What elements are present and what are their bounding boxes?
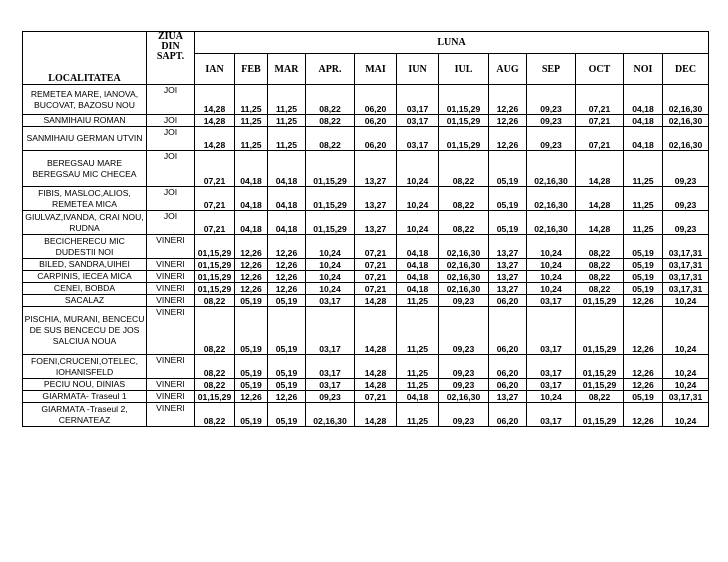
collection-days-cell: 06,20	[489, 307, 527, 355]
collection-days-cell: 10,24	[663, 379, 709, 391]
collection-days-cell: 11,25	[397, 379, 439, 391]
collection-days-cell: 11,25	[235, 127, 268, 151]
month-header: OCT	[576, 54, 624, 85]
locality-cell: FIBIS, MASLOC,ALIOS, REMETEA MICA	[23, 187, 147, 211]
collection-days-cell: 05,19	[624, 391, 663, 403]
collection-days-cell: 12,26	[489, 115, 527, 127]
collection-days-cell: 05,19	[235, 307, 268, 355]
collection-days-cell: 08,22	[439, 151, 489, 187]
collection-days-cell: 10,24	[306, 271, 355, 283]
collection-days-cell: 01,15,29	[306, 211, 355, 235]
table-row	[23, 307, 709, 355]
month-header: NOI	[624, 54, 663, 85]
collection-days-cell: 02,16,30	[439, 259, 489, 271]
collection-days-cell: 01,15,29	[576, 295, 624, 307]
month-header: IUL	[439, 54, 489, 85]
collection-days-cell: 01,15,29	[439, 127, 489, 151]
collection-days-cell: 02,16,30	[439, 391, 489, 403]
collection-days-cell: 01,15,29	[576, 403, 624, 427]
collection-days-cell: 03,17	[306, 295, 355, 307]
collection-days-cell: 01,15,29	[195, 391, 235, 403]
collection-days-cell: 05,19	[624, 259, 663, 271]
table-row	[23, 127, 709, 151]
table-row	[23, 259, 709, 271]
collection-days-cell: 07,21	[355, 235, 397, 259]
header-localitatea: LOCALITATEA	[23, 32, 147, 85]
collection-days-cell: 10,24	[397, 187, 439, 211]
collection-days-cell: 11,25	[397, 403, 439, 427]
collection-days-cell: 10,24	[527, 259, 576, 271]
collection-days-cell: 01,15,29	[576, 355, 624, 379]
collection-days-cell: 09,23	[439, 307, 489, 355]
collection-days-cell: 10,24	[527, 391, 576, 403]
collection-days-cell: 10,24	[306, 259, 355, 271]
collection-days-cell: 12,26	[268, 259, 306, 271]
collection-days-cell: 12,26	[235, 259, 268, 271]
weekday-cell: VINERI	[147, 295, 195, 307]
collection-days-cell: 03,17,31	[663, 235, 709, 259]
month-header: FEB	[235, 54, 268, 85]
collection-days-cell: 06,20	[489, 355, 527, 379]
collection-days-cell: 08,22	[439, 211, 489, 235]
collection-days-cell: 14,28	[355, 379, 397, 391]
collection-days-cell: 04,18	[624, 127, 663, 151]
collection-days-cell: 01,15,29	[439, 115, 489, 127]
collection-days-cell: 11,25	[268, 115, 306, 127]
collection-days-cell: 12,26	[235, 283, 268, 295]
collection-days-cell: 11,25	[397, 355, 439, 379]
collection-days-cell: 12,26	[624, 355, 663, 379]
collection-days-cell: 12,26	[624, 379, 663, 391]
collection-days-cell: 03,17	[306, 379, 355, 391]
collection-days-cell: 13,27	[489, 259, 527, 271]
collection-days-cell: 10,24	[397, 151, 439, 187]
collection-days-cell: 08,22	[306, 127, 355, 151]
collection-days-cell: 02,16,30	[306, 403, 355, 427]
collection-days-cell: 09,23	[439, 355, 489, 379]
collection-days-cell: 04,18	[235, 151, 268, 187]
collection-days-cell: 04,18	[235, 187, 268, 211]
collection-days-cell: 05,19	[489, 187, 527, 211]
collection-days-cell: 08,22	[576, 271, 624, 283]
table-row	[23, 271, 709, 283]
collection-days-cell: 04,18	[397, 235, 439, 259]
weekday-cell: VINERI	[147, 307, 195, 355]
collection-days-cell: 03,17,31	[663, 391, 709, 403]
collection-days-cell: 12,26	[268, 283, 306, 295]
collection-days-cell: 04,18	[268, 211, 306, 235]
collection-days-cell: 11,25	[235, 85, 268, 115]
collection-days-cell: 09,23	[527, 85, 576, 115]
locality-cell: CENEI, BOBDA	[23, 283, 147, 295]
month-header: DEC	[663, 54, 709, 85]
collection-days-cell: 08,22	[306, 85, 355, 115]
collection-days-cell: 10,24	[397, 211, 439, 235]
collection-days-cell: 04,18	[397, 391, 439, 403]
locality-cell: CARPINIS, IECEA MICA	[23, 271, 147, 283]
collection-days-cell: 07,21	[355, 259, 397, 271]
table-row	[23, 403, 709, 427]
collection-days-cell: 09,23	[663, 151, 709, 187]
weekday-cell: VINERI	[147, 283, 195, 295]
collection-days-cell: 14,28	[195, 85, 235, 115]
collection-days-cell: 13,27	[355, 211, 397, 235]
collection-days-cell: 12,26	[268, 235, 306, 259]
collection-days-cell: 12,26	[268, 271, 306, 283]
collection-days-cell: 03,17	[397, 127, 439, 151]
collection-days-cell: 12,26	[624, 307, 663, 355]
collection-days-cell: 06,20	[489, 379, 527, 391]
locality-cell: GIARMATA -Traseul 2, CERNATEAZ	[23, 403, 147, 427]
collection-days-cell: 07,21	[195, 187, 235, 211]
table-row	[23, 355, 709, 379]
collection-days-cell: 13,27	[489, 271, 527, 283]
collection-days-cell: 14,28	[195, 115, 235, 127]
collection-days-cell: 02,16,30	[439, 283, 489, 295]
table-row	[23, 235, 709, 259]
weekday-cell: VINERI	[147, 391, 195, 403]
month-header: APR.	[306, 54, 355, 85]
collection-days-cell: 08,22	[576, 235, 624, 259]
table-row	[23, 211, 709, 235]
collection-days-cell: 12,26	[489, 127, 527, 151]
locality-cell: SANMIHAIU GERMAN UTVIN	[23, 127, 147, 151]
collection-days-cell: 10,24	[527, 283, 576, 295]
table-row	[23, 379, 709, 391]
locality-cell: GIULVAZ,IVANDA, CRAI NOU, RUDNA	[23, 211, 147, 235]
table-row	[23, 391, 709, 403]
collection-days-cell: 08,22	[195, 295, 235, 307]
collection-days-cell: 02,16,30	[663, 85, 709, 115]
collection-days-cell: 07,21	[195, 211, 235, 235]
header-row	[23, 32, 709, 54]
collection-days-cell: 12,26	[624, 403, 663, 427]
collection-days-cell: 09,23	[439, 379, 489, 391]
collection-days-cell: 03,17	[397, 115, 439, 127]
locality-cell: BEREGSAU MARE BEREGSAU MIC CHECEA	[23, 151, 147, 187]
collection-days-cell: 05,19	[624, 283, 663, 295]
collection-days-cell: 03,17	[527, 403, 576, 427]
collection-days-cell: 10,24	[306, 235, 355, 259]
collection-days-cell: 03,17,31	[663, 283, 709, 295]
collection-days-cell: 04,18	[235, 211, 268, 235]
collection-days-cell: 01,15,29	[195, 271, 235, 283]
collection-days-cell: 07,21	[355, 271, 397, 283]
collection-days-cell: 02,16,30	[663, 115, 709, 127]
collection-days-cell: 06,20	[355, 127, 397, 151]
locality-cell: SANMIHAIU ROMAN	[23, 115, 147, 127]
collection-days-cell: 08,22	[576, 283, 624, 295]
collection-days-cell: 10,24	[663, 355, 709, 379]
collection-days-cell: 05,19	[268, 295, 306, 307]
table-row	[23, 151, 709, 187]
collection-days-cell: 01,15,29	[195, 235, 235, 259]
collection-days-cell: 08,22	[439, 187, 489, 211]
weekday-cell: JOI	[147, 211, 195, 235]
collection-days-cell: 05,19	[489, 151, 527, 187]
collection-days-cell: 04,18	[397, 259, 439, 271]
collection-days-cell: 03,17	[527, 379, 576, 391]
collection-days-cell: 10,24	[527, 271, 576, 283]
collection-days-cell: 03,17	[527, 295, 576, 307]
collection-days-cell: 05,19	[268, 403, 306, 427]
weekday-cell: JOI	[147, 127, 195, 151]
collection-days-cell: 03,17	[306, 307, 355, 355]
collection-days-cell: 07,21	[195, 151, 235, 187]
collection-days-cell: 11,25	[268, 85, 306, 115]
collection-days-cell: 08,22	[195, 403, 235, 427]
collection-days-cell: 02,16,30	[439, 235, 489, 259]
locality-cell: FOENI,CRUCENI,OTELEC, IOHANISFELD	[23, 355, 147, 379]
collection-days-cell: 11,25	[624, 187, 663, 211]
collection-days-cell: 08,22	[306, 115, 355, 127]
collection-schedule-table	[22, 31, 709, 427]
collection-days-cell: 01,15,29	[195, 283, 235, 295]
locality-cell: PISCHIA, MURANI, BENCECU DE SUS BENCECU DE JOS SALCIUA NOUA	[23, 307, 147, 355]
collection-days-cell: 04,18	[624, 85, 663, 115]
weekday-cell: VINERI	[147, 355, 195, 379]
collection-days-cell: 14,28	[576, 187, 624, 211]
weekday-cell: VINERI	[147, 271, 195, 283]
collection-days-cell: 11,25	[397, 295, 439, 307]
collection-days-cell: 12,26	[489, 85, 527, 115]
collection-days-cell: 01,15,29	[306, 187, 355, 211]
collection-days-cell: 05,19	[235, 379, 268, 391]
collection-days-cell: 14,28	[576, 151, 624, 187]
collection-days-cell: 09,23	[527, 115, 576, 127]
locality-cell: REMETEA MARE, IANOVA, BUCOVAT, BAZOSU NOU	[23, 85, 147, 115]
collection-days-cell: 05,19	[235, 295, 268, 307]
collection-days-cell: 11,25	[397, 307, 439, 355]
collection-days-cell: 06,20	[489, 295, 527, 307]
collection-days-cell: 09,23	[439, 403, 489, 427]
locality-cell: BECICHERECU MIC DUDESTII NOI	[23, 235, 147, 259]
collection-days-cell: 03,17,31	[663, 259, 709, 271]
weekday-cell: JOI	[147, 187, 195, 211]
collection-days-cell: 01,15,29	[195, 259, 235, 271]
collection-days-cell: 10,24	[306, 283, 355, 295]
weekday-cell: JOI	[147, 151, 195, 187]
collection-days-cell: 10,24	[663, 403, 709, 427]
collection-days-cell: 12,26	[235, 271, 268, 283]
collection-days-cell: 11,25	[624, 151, 663, 187]
collection-days-cell: 05,19	[268, 355, 306, 379]
collection-days-cell: 14,28	[576, 211, 624, 235]
collection-days-cell: 05,19	[489, 211, 527, 235]
collection-days-cell: 06,20	[489, 403, 527, 427]
month-header: IUN	[397, 54, 439, 85]
locality-cell: SACALAZ	[23, 295, 147, 307]
collection-days-cell: 11,25	[235, 115, 268, 127]
collection-days-cell: 11,25	[624, 211, 663, 235]
month-header: AUG	[489, 54, 527, 85]
month-header: MAR	[268, 54, 306, 85]
weekday-cell: VINERI	[147, 403, 195, 427]
collection-days-cell: 08,22	[195, 307, 235, 355]
collection-days-cell: 01,15,29	[306, 151, 355, 187]
collection-days-cell: 07,21	[576, 85, 624, 115]
collection-days-cell: 12,26	[624, 295, 663, 307]
collection-days-cell: 08,22	[576, 391, 624, 403]
collection-days-cell: 14,28	[355, 295, 397, 307]
schedule-body	[23, 85, 709, 427]
collection-days-cell: 09,23	[439, 295, 489, 307]
collection-days-cell: 05,19	[268, 307, 306, 355]
collection-days-cell: 05,19	[268, 379, 306, 391]
collection-days-cell: 01,15,29	[576, 307, 624, 355]
collection-days-cell: 08,22	[576, 259, 624, 271]
collection-days-cell: 09,23	[527, 127, 576, 151]
collection-days-cell: 02,16,30	[663, 127, 709, 151]
collection-days-cell: 09,23	[306, 391, 355, 403]
collection-days-cell: 04,18	[397, 283, 439, 295]
collection-days-cell: 02,16,30	[527, 151, 576, 187]
collection-days-cell: 10,24	[527, 235, 576, 259]
collection-days-cell: 13,27	[355, 187, 397, 211]
collection-days-cell: 13,27	[489, 235, 527, 259]
collection-days-cell: 10,24	[663, 307, 709, 355]
collection-days-cell: 14,28	[195, 127, 235, 151]
header-ziua-din-sapt: ZIUA DIN SAPT.	[147, 32, 195, 85]
collection-days-cell: 12,26	[235, 235, 268, 259]
collection-days-cell: 13,27	[489, 391, 527, 403]
collection-days-cell: 07,21	[355, 391, 397, 403]
collection-days-cell: 10,24	[663, 295, 709, 307]
collection-days-cell: 14,28	[355, 355, 397, 379]
collection-days-cell: 07,21	[576, 115, 624, 127]
collection-days-cell: 04,18	[624, 115, 663, 127]
collection-days-cell: 02,16,30	[527, 211, 576, 235]
collection-days-cell: 02,16,30	[439, 271, 489, 283]
collection-days-cell: 03,17,31	[663, 271, 709, 283]
collection-days-cell: 09,23	[663, 187, 709, 211]
collection-days-cell: 05,19	[624, 235, 663, 259]
collection-days-cell: 04,18	[397, 271, 439, 283]
collection-days-cell: 04,18	[268, 151, 306, 187]
collection-days-cell: 01,15,29	[576, 379, 624, 391]
table-row	[23, 187, 709, 211]
collection-days-cell: 02,16,30	[527, 187, 576, 211]
weekday-cell: VINERI	[147, 259, 195, 271]
collection-days-cell: 12,26	[235, 391, 268, 403]
collection-days-cell: 13,27	[355, 151, 397, 187]
collection-days-cell: 05,19	[624, 271, 663, 283]
collection-days-cell: 04,18	[268, 187, 306, 211]
weekday-cell: VINERI	[147, 379, 195, 391]
collection-days-cell: 03,17	[306, 355, 355, 379]
collection-days-cell: 06,20	[355, 85, 397, 115]
month-header: IAN	[195, 54, 235, 85]
collection-days-cell: 07,21	[576, 127, 624, 151]
weekday-cell: VINERI	[147, 235, 195, 259]
table-row	[23, 85, 709, 115]
table-row	[23, 115, 709, 127]
locality-cell: BILED, SANDRA,UIHEI	[23, 259, 147, 271]
collection-days-cell: 14,28	[355, 307, 397, 355]
collection-days-cell: 07,21	[355, 283, 397, 295]
collection-days-cell: 12,26	[268, 391, 306, 403]
collection-days-cell: 08,22	[195, 355, 235, 379]
locality-cell: GIARMATA- Traseul 1	[23, 391, 147, 403]
collection-days-cell: 09,23	[663, 211, 709, 235]
collection-days-cell: 05,19	[235, 403, 268, 427]
collection-days-cell: 11,25	[268, 127, 306, 151]
collection-days-cell: 13,27	[489, 283, 527, 295]
collection-days-cell: 06,20	[355, 115, 397, 127]
collection-days-cell: 03,17	[397, 85, 439, 115]
collection-days-cell: 01,15,29	[439, 85, 489, 115]
month-header: SEP	[527, 54, 576, 85]
collection-days-cell: 03,17	[527, 307, 576, 355]
weekday-cell: JOI	[147, 115, 195, 127]
locality-cell: PECIU NOU, DINIAS	[23, 379, 147, 391]
collection-days-cell: 08,22	[195, 379, 235, 391]
table-row	[23, 295, 709, 307]
month-header: MAI	[355, 54, 397, 85]
weekday-cell: JOI	[147, 85, 195, 115]
collection-days-cell: 14,28	[355, 403, 397, 427]
header-luna: LUNA	[195, 32, 709, 54]
table-row	[23, 283, 709, 295]
collection-days-cell: 03,17	[527, 355, 576, 379]
collection-days-cell: 05,19	[235, 355, 268, 379]
